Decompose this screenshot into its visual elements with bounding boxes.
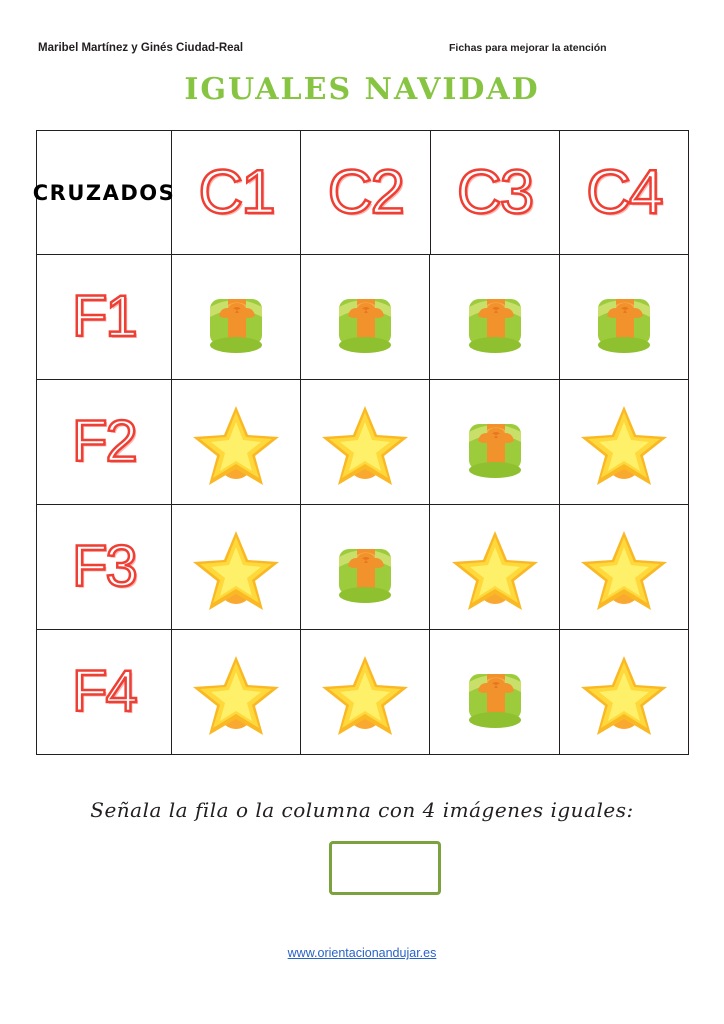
grid-corner-label: CRUZADOS [32, 180, 176, 205]
column-header-c2 [301, 131, 430, 255]
gift-icon [445, 642, 545, 742]
cell-f3-c3[interactable] [430, 505, 559, 630]
cell-f2-c2[interactable] [301, 380, 430, 505]
cell-f1-c1[interactable] [172, 255, 301, 380]
grid-header-row [32, 131, 689, 255]
cell-f2-c1[interactable] [172, 380, 301, 505]
header-series: Fichas para mejorar la atención [449, 42, 607, 54]
page-header [0, 42, 724, 58]
row-header-f1 [37, 255, 172, 380]
table-row [37, 630, 689, 755]
instruction-text: Señala la fila o la columna con 4 imágenes iguales: [90, 798, 634, 822]
cell-f1-c2[interactable] [301, 255, 430, 380]
row-header-f4 [37, 630, 172, 755]
row-header-f2 [37, 380, 172, 505]
column-header-c1 [172, 131, 301, 255]
page-title: IGUALES NAVIDAD [184, 72, 540, 107]
column-header-c4 [560, 131, 689, 255]
column-header-c3 [431, 131, 560, 255]
star-icon [315, 392, 415, 492]
star-icon [574, 517, 674, 617]
cell-f4-c2[interactable] [301, 630, 430, 755]
footer-link[interactable]: www.orientacionandujar.es [287, 946, 437, 960]
header-authors: Maribel Martínez y Ginés Ciudad-Real [38, 42, 244, 54]
table-row [37, 255, 689, 380]
cell-f4-c4[interactable] [560, 630, 689, 755]
gift-icon [445, 267, 545, 367]
star-icon [186, 392, 286, 492]
row-header-label: F2 [72, 409, 136, 474]
row-header-label: F4 [72, 659, 136, 724]
column-header-label: C1 [198, 157, 274, 227]
cell-f2-c3[interactable] [430, 380, 559, 505]
cell-f3-c1[interactable] [172, 505, 301, 630]
column-header-label: C2 [327, 157, 403, 227]
grid-corner-cell [32, 131, 176, 255]
star-icon [445, 517, 545, 617]
star-icon [186, 517, 286, 617]
cell-f3-c2[interactable] [301, 505, 430, 630]
iguales-grid [32, 130, 689, 755]
table-row [37, 505, 689, 630]
cell-f2-c4[interactable] [560, 380, 689, 505]
star-icon [574, 392, 674, 492]
cell-f4-c3[interactable] [430, 630, 559, 755]
star-icon [574, 642, 674, 742]
star-icon [315, 642, 415, 742]
gift-icon [186, 267, 286, 367]
row-header-label: F1 [72, 284, 136, 349]
cell-f3-c4[interactable] [560, 505, 689, 630]
star-icon [186, 642, 286, 742]
answer-box[interactable] [329, 841, 441, 895]
gift-icon [315, 517, 415, 617]
column-header-label: C3 [456, 157, 533, 227]
cell-f1-c3[interactable] [430, 255, 559, 380]
row-header-label: F3 [72, 534, 136, 599]
column-header-label: C4 [586, 157, 662, 227]
gift-icon [315, 267, 415, 367]
cell-f4-c1[interactable] [172, 630, 301, 755]
gift-icon [574, 267, 674, 367]
table-row [37, 380, 689, 505]
gift-icon [445, 392, 545, 492]
row-header-f3 [37, 505, 172, 630]
cell-f1-c4[interactable] [560, 255, 689, 380]
